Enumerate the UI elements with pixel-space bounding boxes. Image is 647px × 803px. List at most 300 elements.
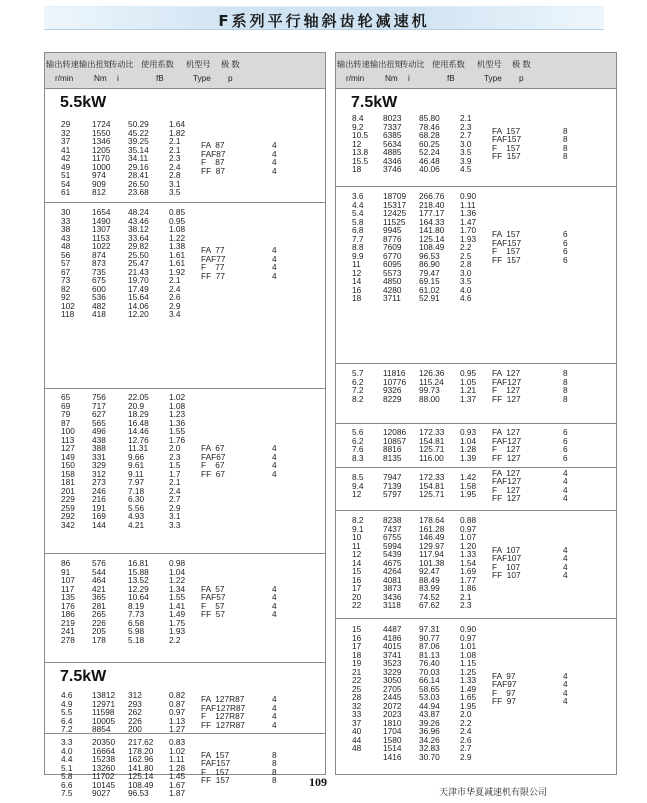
header-unit: r/min (55, 74, 74, 83)
cell-ratio: 99.73 (419, 385, 440, 395)
cell-torque: 5439 (383, 549, 402, 559)
cell-ratio: 12.76 (128, 434, 149, 445)
cell-speed: 51 (61, 170, 71, 180)
cell-torque: 6385 (383, 130, 402, 140)
cell-ratio: 115.24 (419, 376, 444, 387)
cell-factor: 0.87 (169, 698, 186, 709)
header-label: 机型号 (477, 60, 502, 69)
cell-pole: 8 (563, 368, 568, 378)
data-block (45, 389, 325, 554)
cell-speed: 82 (61, 283, 71, 294)
cell-ratio: 4.21 (128, 519, 145, 530)
right-table (335, 52, 617, 775)
cell-pole: 6 (563, 452, 568, 463)
cell-ratio: 262 (128, 707, 142, 717)
cell-type: FA 87 (201, 140, 225, 151)
cell-factor: 3.5 (460, 276, 472, 286)
cell-speed: 3.3 (61, 737, 73, 747)
cell-ratio: 53.03 (419, 692, 440, 702)
cell-ratio: 9.66 (128, 451, 145, 462)
cell-speed: 9.1 (352, 523, 364, 534)
cell-factor: 1.93 (460, 233, 477, 244)
cell-ratio: 25.50 (128, 249, 149, 260)
cell-torque: 565 (92, 417, 106, 428)
cell-factor: 2.5 (460, 250, 472, 261)
header-unit: fB (447, 74, 455, 83)
cell-ratio: 266.76 (419, 191, 445, 201)
cell-speed: 48 (61, 241, 71, 251)
cell-ratio: 154.81 (419, 480, 445, 491)
cell-type: F 107 (492, 561, 521, 572)
cell-speed: 5.8 (61, 771, 73, 781)
cell-speed: 79 (61, 409, 71, 419)
cell-factor: 1.08 (169, 224, 186, 234)
cell-torque: 331 (92, 451, 106, 462)
cell-factor: 0.95 (460, 368, 477, 378)
cell-factor: 1.55 (169, 426, 186, 436)
header-label: 机型号 (186, 60, 211, 69)
cell-ratio: 70.03 (419, 666, 440, 677)
cell-torque: 8135 (383, 452, 402, 463)
cell-torque: 1514 (383, 743, 402, 753)
cell-factor: 1.07 (460, 532, 477, 542)
cell-speed: 201 (61, 485, 75, 496)
cell-speed: 6.8 (352, 225, 364, 235)
cell-speed: 18 (352, 649, 362, 660)
cell-speed: 6.2 (352, 376, 364, 387)
cell-speed: 43 (61, 232, 71, 243)
cell-ratio: 25.47 (128, 258, 149, 268)
cell-torque: 7947 (383, 472, 402, 482)
cell-factor: 4.5 (460, 164, 472, 174)
cell-torque: 4015 (383, 641, 402, 651)
cell-factor: 2.6 (460, 734, 472, 745)
cell-ratio: 88.49 (419, 574, 440, 585)
header-unit: Nm (94, 74, 107, 83)
header-unit: fB (156, 74, 164, 83)
cell-factor: 3.5 (460, 147, 472, 157)
cell-factor: 2.9 (460, 751, 472, 762)
cell-factor: 1.77 (460, 574, 477, 585)
cell-pole: 4 (563, 561, 568, 572)
cell-pole: 8 (563, 142, 568, 153)
cell-speed: 117 (61, 583, 75, 594)
cell-torque: 13812 (92, 690, 116, 700)
cell-pole: 8 (563, 376, 568, 387)
cell-factor: 1.64 (169, 119, 186, 129)
cell-torque: 15317 (383, 199, 407, 210)
cell-torque: 216 (92, 494, 106, 504)
cell-ratio: 74.52 (419, 591, 440, 602)
cell-factor: 1.38 (169, 241, 186, 251)
cell-type: FF 97 (492, 696, 516, 707)
cell-ratio: 26.50 (128, 178, 149, 189)
cell-torque: 756 (92, 392, 106, 402)
cell-torque: 464 (92, 575, 106, 585)
cell-ratio: 293 (128, 698, 142, 709)
cell-ratio: 32.83 (419, 743, 440, 753)
cell-torque: 8816 (383, 444, 402, 454)
cell-speed: 15 (352, 566, 362, 576)
cell-torque: 536 (92, 292, 106, 302)
cell-factor: 3.1 (169, 178, 181, 189)
cell-torque: 3050 (383, 675, 402, 685)
cell-ratio: 44.94 (419, 700, 440, 711)
cell-ratio: 39.26 (419, 717, 440, 728)
cell-torque: 12086 (383, 427, 407, 437)
cell-torque: 12425 (383, 208, 407, 218)
cell-speed: 67 (61, 266, 71, 277)
cell-torque: 3711 (383, 293, 401, 303)
cell-type: FF 157 (201, 775, 230, 786)
cell-speed: 12 (352, 489, 362, 499)
cell-torque: 273 (92, 477, 106, 487)
cell-factor: 1.11 (460, 199, 476, 210)
cell-factor: 1.5 (169, 460, 181, 470)
cell-torque: 169 (92, 511, 106, 521)
cell-speed: 158 (61, 468, 75, 479)
cell-factor: 1.36 (460, 208, 477, 218)
cell-factor: 1.65 (460, 692, 477, 702)
power-heading: 7.5kW (60, 668, 107, 685)
cell-speed: 11 (352, 540, 361, 551)
cell-ratio: 5.18 (128, 634, 145, 645)
cell-type: FF 127R87 (201, 719, 245, 730)
cell-pole: 6 (563, 427, 568, 437)
cell-factor: 2.2 (460, 717, 472, 728)
cell-speed: 5.5 (61, 707, 73, 717)
cell-factor: 1.02 (169, 745, 186, 756)
cell-factor: 0.97 (169, 707, 186, 717)
data-block (45, 663, 325, 734)
cell-torque: 12971 (92, 698, 116, 709)
cell-speed: 91 (61, 566, 71, 577)
cell-speed: 42 (61, 153, 71, 163)
cell-type: F 127 (492, 484, 521, 495)
cell-speed: 37 (61, 136, 71, 146)
cell-factor: 1.92 (169, 266, 186, 277)
cell-torque: 7139 (383, 480, 402, 491)
cell-ratio: 36.96 (419, 726, 440, 736)
cell-torque: 4280 (383, 284, 402, 295)
cell-factor: 1.23 (169, 409, 186, 419)
cell-ratio: 164.33 (419, 216, 445, 227)
cell-factor: 1.86 (460, 583, 477, 593)
cell-factor: 0.88 (460, 515, 477, 525)
cell-pole: 4 (272, 694, 277, 705)
cell-factor: 2.1 (460, 113, 472, 123)
cell-factor: 4.6 (460, 293, 472, 303)
cell-pole: 4 (563, 493, 568, 504)
cell-torque: 312 (92, 468, 106, 479)
cell-pole: 4 (563, 553, 568, 564)
cell-speed: 259 (61, 502, 75, 513)
cell-type: F 157 (492, 246, 521, 257)
page-title: F系列平行轴斜齿轮减速机 (218, 12, 430, 30)
cell-factor: 0.85 (169, 207, 186, 217)
cell-type: F 127R87 (201, 711, 245, 722)
cell-pole: 4 (563, 687, 568, 698)
cell-ratio: 86.90 (419, 259, 440, 269)
cell-torque: 909 (92, 178, 106, 189)
cell-speed: 5.1 (61, 762, 73, 773)
cell-speed: 4.4 (352, 199, 364, 210)
cell-factor: 3.4 (169, 309, 181, 319)
cell-pole: 4 (563, 476, 568, 487)
cell-pole: 4 (272, 157, 277, 168)
cell-torque: 1307 (92, 224, 111, 234)
cell-factor: 1.04 (460, 435, 477, 446)
cell-factor: 2.8 (169, 170, 181, 180)
cell-speed: 9.9 (352, 250, 364, 261)
cell-torque: 4850 (383, 276, 402, 286)
cell-torque: 15238 (92, 754, 116, 764)
cell-factor: 1.67 (169, 779, 186, 790)
cell-factor: 2.7 (169, 494, 181, 504)
cell-ratio: 43.46 (128, 215, 149, 226)
cell-ratio: 30.70 (419, 751, 440, 762)
cell-factor: 2.8 (460, 259, 472, 269)
cell-factor: 0.90 (460, 624, 477, 634)
cell-ratio: 88.00 (419, 393, 440, 404)
cell-speed: 15 (352, 624, 362, 634)
cell-ratio: 28.41 (128, 170, 149, 180)
cell-torque: 1416 (383, 751, 402, 762)
cell-factor: 1.49 (460, 683, 477, 694)
cell-ratio: 15.88 (128, 566, 149, 577)
cell-speed: 118 (61, 309, 75, 319)
cell-torque: 18709 (383, 191, 407, 201)
cell-type: FA 127 (492, 427, 521, 437)
cell-pole: 4 (272, 702, 277, 713)
cell-factor: 2.3 (169, 153, 181, 163)
cell-ratio: 141.80 (419, 225, 445, 235)
cell-speed: 5.7 (352, 368, 364, 378)
header-unit: Type (193, 74, 211, 83)
cell-factor: 3.0 (460, 267, 472, 278)
data-block (336, 424, 616, 468)
cell-ratio: 61.02 (419, 284, 440, 295)
cell-torque: 4186 (383, 632, 402, 643)
cell-type: FF 157 (492, 151, 521, 162)
cell-ratio: 20.9 (128, 400, 145, 411)
cell-pole: 6 (563, 246, 568, 257)
cell-torque: 3746 (383, 164, 402, 174)
cell-pole: 6 (563, 237, 568, 248)
cell-ratio: 125.71 (419, 444, 445, 454)
cell-speed: 22 (352, 600, 362, 610)
cell-speed: 278 (61, 634, 75, 645)
cell-speed: 107 (61, 575, 75, 585)
cell-ratio: 90.77 (419, 632, 440, 643)
cell-speed: 32 (61, 127, 71, 138)
cell-ratio: 6.30 (128, 494, 145, 504)
cell-ratio: 40.06 (419, 164, 440, 174)
cell-torque: 1550 (92, 127, 111, 138)
cell-torque: 16664 (92, 745, 116, 756)
cell-torque: 6755 (383, 532, 402, 542)
cell-torque: 1000 (92, 161, 111, 172)
cell-factor: 2.0 (460, 709, 472, 719)
cell-type: FA 97 (492, 670, 516, 681)
cell-speed: 149 (61, 451, 75, 462)
cell-torque: 8238 (383, 515, 402, 525)
cell-torque: 1810 (383, 717, 402, 728)
cell-ratio: 66.14 (419, 675, 440, 685)
data-block (336, 619, 616, 776)
cell-torque: 576 (92, 558, 106, 568)
cell-pole: 4 (272, 165, 277, 176)
header-unit: r/min (346, 74, 365, 83)
cell-ratio: 146.49 (419, 532, 445, 542)
cell-torque: 2445 (383, 692, 402, 702)
cell-torque: 496 (92, 426, 106, 436)
cell-factor: 1.33 (460, 675, 477, 685)
cell-type: FF 107 (492, 570, 521, 581)
cell-ratio: 101.38 (419, 557, 445, 568)
cell-pole: 6 (563, 229, 568, 240)
cell-type: FAF107 (492, 553, 522, 564)
cell-type: FAF157 (492, 134, 522, 145)
cell-speed: 135 (61, 592, 75, 602)
cell-factor: 2.2 (169, 634, 181, 645)
cell-torque: 1205 (92, 144, 111, 155)
cell-speed: 5.4 (352, 208, 364, 218)
cell-speed: 17 (352, 641, 362, 651)
cell-ratio: 85.80 (419, 113, 440, 123)
cell-speed: 12 (352, 267, 362, 278)
cell-speed: 40 (352, 726, 362, 736)
cell-ratio: 38.12 (128, 224, 149, 234)
cell-factor: 0.82 (169, 690, 186, 700)
header-label: 输出扭矩 (79, 60, 112, 69)
cell-type: FF 87 (201, 165, 225, 176)
cell-factor: 1.08 (169, 400, 186, 411)
cell-ratio: 178.20 (128, 745, 154, 756)
cell-pole: 4 (272, 609, 277, 619)
cell-speed: 19 (352, 658, 362, 668)
cell-factor: 2.6 (169, 292, 181, 302)
cell-factor: 1.75 (169, 617, 186, 628)
cell-speed: 9.2 (352, 121, 364, 132)
cell-factor: 2.0 (169, 443, 181, 453)
cell-factor: 1.27 (169, 724, 186, 734)
cell-factor: 1.25 (460, 666, 477, 677)
cell-factor: 1.08 (460, 649, 477, 660)
cell-torque: 3873 (383, 583, 402, 593)
cell-torque: 735 (92, 266, 106, 277)
cell-ratio: 161.28 (419, 523, 445, 534)
cell-speed: 18 (352, 164, 362, 174)
cell-pole: 4 (272, 148, 277, 159)
cell-speed: 21 (352, 666, 362, 677)
data-block (45, 203, 325, 389)
cell-torque: 5797 (383, 489, 402, 499)
cell-torque: 11525 (383, 216, 406, 227)
cell-ratio: 78.46 (419, 121, 440, 132)
cell-type: F 67 (201, 460, 225, 470)
cell-torque: 265 (92, 609, 106, 619)
header-label: 输出转速 (337, 60, 370, 69)
cell-factor: 1.39 (460, 452, 477, 463)
data-block (336, 89, 616, 187)
cell-torque: 365 (92, 592, 106, 602)
cell-factor: 1.76 (169, 434, 186, 445)
cell-speed: 4.6 (61, 690, 73, 700)
cell-factor: 2.4 (460, 726, 472, 736)
cell-speed: 8.5 (352, 472, 364, 482)
cell-type: FAF57 (201, 592, 226, 602)
cell-speed: 4.0 (61, 745, 73, 756)
cell-type: FA 127R87 (201, 694, 245, 705)
cell-torque: 600 (92, 283, 106, 294)
power-heading: 5.5kW (60, 94, 107, 111)
cell-factor: 1.36 (169, 417, 186, 428)
cell-pole: 4 (272, 451, 277, 462)
cell-torque: 20350 (92, 737, 116, 747)
cell-factor: 2.4 (169, 485, 181, 496)
cell-ratio: 33.64 (128, 232, 149, 243)
cell-torque: 482 (92, 300, 106, 311)
cell-ratio: 172.33 (419, 427, 445, 437)
cell-factor: 1.7 (169, 468, 181, 479)
cell-speed: 44 (352, 734, 362, 745)
title-band (44, 6, 604, 30)
cell-torque: 873 (92, 258, 106, 268)
cell-speed: 9.4 (352, 480, 364, 491)
cell-torque: 1580 (383, 734, 402, 745)
cell-torque: 144 (92, 519, 106, 530)
cell-ratio: 29.16 (128, 161, 149, 172)
cell-torque: 5634 (383, 138, 402, 149)
cell-factor: 2.9 (169, 300, 181, 311)
cell-type: FA 157 (492, 229, 521, 240)
cell-torque: 11702 (92, 771, 115, 781)
cell-speed: 92 (61, 292, 71, 302)
page-number: 109 (309, 775, 327, 789)
cell-ratio: 162.96 (128, 754, 154, 764)
cell-torque: 8229 (383, 393, 402, 404)
cell-torque: 5573 (383, 267, 402, 278)
cell-speed: 61 (61, 187, 71, 197)
cell-ratio: 34.11 (128, 153, 149, 163)
data-block (336, 468, 616, 511)
cell-ratio: 69.15 (419, 276, 440, 286)
cell-speed: 18 (352, 293, 362, 303)
header-label: 输出转速 (46, 60, 79, 69)
cell-torque: 178 (92, 634, 106, 645)
cell-pole: 4 (272, 711, 277, 722)
cell-speed: 7.5 (61, 788, 73, 798)
cell-type: FAF157 (492, 237, 522, 248)
cell-torque: 9945 (383, 225, 402, 235)
cell-type: F 157 (201, 766, 230, 777)
cell-speed: 8.3 (352, 452, 364, 463)
cell-type: F 127 (492, 444, 521, 454)
cell-torque: 4675 (383, 557, 402, 568)
cell-type: FF 57 (201, 609, 225, 619)
cell-factor: 2.3 (460, 600, 472, 610)
cell-torque: 438 (92, 434, 106, 445)
cell-factor: 3.5 (169, 187, 181, 197)
cell-speed: 25 (352, 683, 362, 694)
cell-speed: 20 (352, 591, 362, 602)
cell-speed: 14 (352, 276, 362, 286)
cell-ratio: 22.05 (128, 392, 149, 402)
cell-type: F 97 (492, 687, 516, 698)
cell-pole: 4 (272, 140, 277, 151)
header-label: 极 数 (512, 60, 531, 69)
